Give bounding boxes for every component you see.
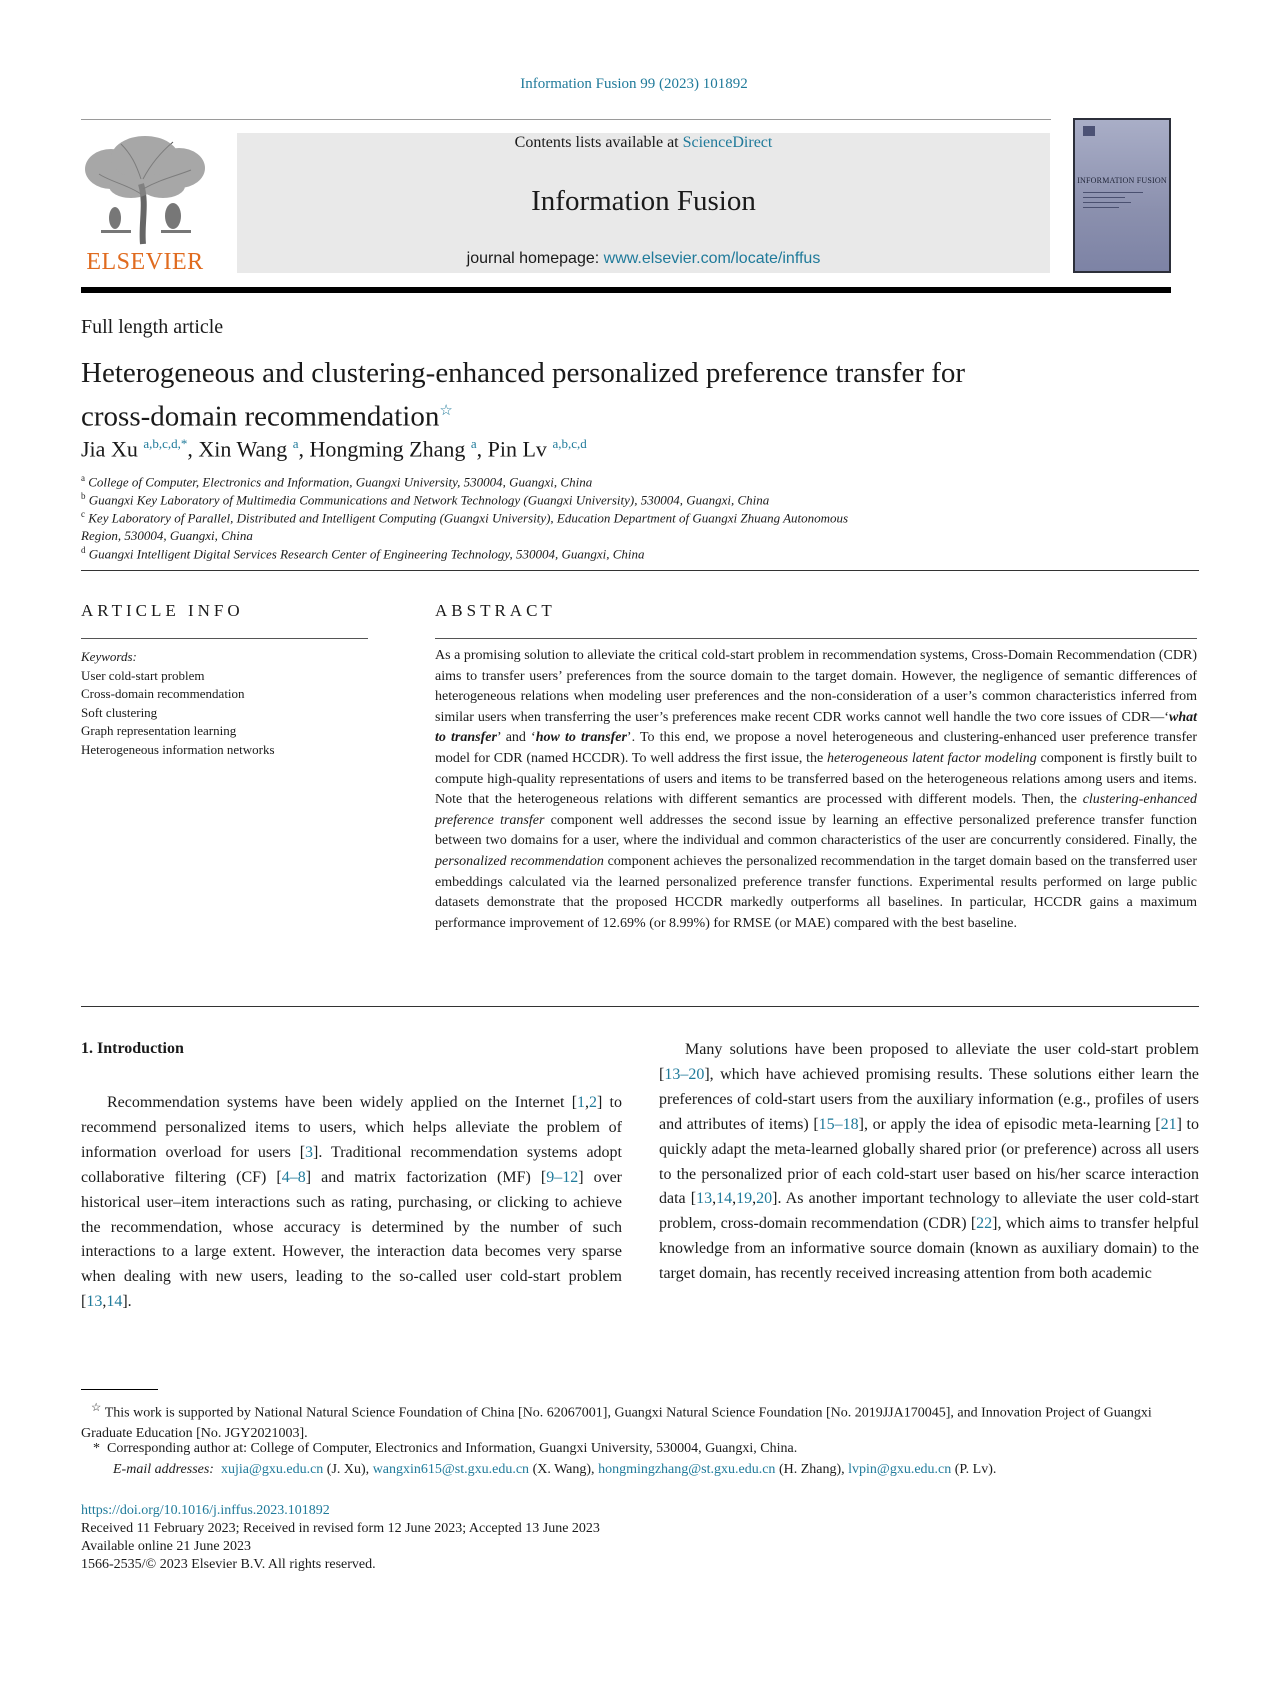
affil-mark: b [81, 491, 86, 501]
citation-link[interactable]: 15–18 [818, 1115, 859, 1133]
citation-link[interactable]: 22 [976, 1215, 993, 1233]
keyword-item: Graph representation learning [81, 723, 237, 738]
author-name[interactable]: Hongming Zhang [309, 436, 466, 462]
keyword-item: Cross-domain recommendation [81, 686, 245, 701]
journal-banner [237, 133, 1050, 273]
elsevier-logo [81, 134, 211, 274]
keyword-item: User cold-start problem [81, 667, 205, 683]
affiliation-c [81, 505, 1081, 545]
intro-paragraph-right [659, 1038, 1199, 1287]
homepage-link[interactable]: www.elsevier.com/locate/inffus [603, 250, 821, 267]
citation-link[interactable]: 20 [756, 1190, 773, 1208]
intro-text-segment: ], or apply the idea of episodic meta-learning [ [858, 1115, 1161, 1133]
journal-citation[interactable]: Information Fusion 99 (2023) 101892 [520, 76, 748, 92]
intro-text-segment: ] and matrix factorization (MF) [ [305, 1168, 547, 1186]
journal-homepage [237, 250, 1050, 268]
corresponding-text: Corresponding author at: College of Computer, Electronics and Information, Guangxi University, 530004, Guangxi, China. [107, 1441, 798, 1456]
author-affil-marks[interactable]: a,b,c,d [552, 436, 587, 451]
affil-text: College of Computer, Electronics and Information, Guangxi University, 530004, Guangxi, China [88, 474, 593, 490]
citation-link[interactable]: 13 [696, 1190, 713, 1208]
citation-link[interactable]: 9–12 [546, 1168, 579, 1186]
citation-link[interactable]: 19 [736, 1190, 753, 1208]
header-rule [81, 119, 1051, 120]
author-list: Jia Xu $^{a,b,c,d,*}$, Xin Wang $^a$, Hongming Zhang $^a$, Pin Lv $^{a,b,c,d}$ [81, 436, 587, 462]
citation-link[interactable]: 1 [577, 1094, 586, 1111]
header-thick-rule [81, 287, 1171, 293]
email-footnote [113, 1460, 1203, 1480]
copyright: 1566-2535/© 2023 Elsevier B.V. All rights reserved. [81, 1557, 376, 1572]
author-affil-marks[interactable]: a [292, 436, 299, 451]
citation-link[interactable]: 4–8 [281, 1168, 306, 1186]
affil-text: Guangxi Key Laboratory of Multimedia Communications and Network Technology (Guangxi University), 530004, Guangxi, China [88, 492, 770, 508]
abstract-rule [435, 638, 1197, 639]
affil-mark: d [81, 545, 86, 555]
email-owner: (J. Xu), [323, 1462, 373, 1477]
abstract-italic: clustering-enhanced preference transfer [435, 792, 1197, 828]
intro-text-segment: ], which have achieved promising results. These solutions either learn the preferences of cold-start users from the auxiliary information (e.g., profiles of users and attributes of items) [ [659, 1065, 1199, 1133]
article-title [81, 354, 1081, 436]
cover-logo-icon [1083, 126, 1095, 136]
citation-link[interactable]: 13–20 [664, 1065, 705, 1083]
citation-link[interactable]: 3 [305, 1143, 314, 1161]
email-link[interactable]: wangxin615@st.gxu.edu.cn [372, 1462, 530, 1477]
keywords-block [81, 648, 371, 759]
intro-text-segment: ] over historical user–item interactions such as rating, purchasing, or clicking to achieve the recommendation, whose accuracy is determined by the number of such interactions to a large extent. However, the interaction data becomes very sparse when dealing with new users, leading to the so-called user cold-start problem [ [81, 1168, 622, 1311]
email-label: E-mail addresses: [113, 1462, 214, 1477]
title-line-2-text: cross-domain recommendation [81, 400, 440, 433]
email-owner: (H. Zhang), [775, 1462, 849, 1477]
intro-text-segment: ] to recommend personalized items to users, which helps alleviate the problem of information overload for users [ [81, 1094, 623, 1161]
abstract-emphasis: what to transfer [435, 709, 1197, 746]
footnote-rule [81, 1389, 158, 1390]
affil-mark: a [81, 473, 85, 483]
citation-link[interactable]: 2 [589, 1094, 598, 1111]
email-link[interactable]: xujia@gxu.edu.cn [220, 1462, 324, 1477]
abstract-segment: component achieves the personalized recommendation in the target domain based on the transferred user embeddings calculated via the learned personalized preference transfer functions. Experimental results performed on large public datasets demonstrate that the proposed HCCDR markedly outperforms all baselines. In particular, HCCDR gains a maximum performance improvement of 12.69% (or 8.99%) for RMSE (or MAE) compared with the best baseline. [435, 853, 1197, 931]
author-affil-marks[interactable]: a [470, 436, 477, 451]
citation-link[interactable]: 21 [1160, 1115, 1177, 1133]
citation-link[interactable]: 13 [86, 1293, 103, 1311]
author-name[interactable]: Xin Wang [198, 436, 288, 462]
abstract-italic: heterogeneous latent factor modeling [827, 750, 1037, 766]
abstract-segment: component well addresses the second issue by learning an effective personalized preference transfer function between two domains for a user, where the individual and common characteristics of the user are concurrently considered. Finally, the [435, 812, 1198, 849]
affil-text-cont: Region, 530004, Guangxi, China [81, 528, 253, 544]
sciencedirect-link[interactable]: ScienceDirect [682, 134, 773, 151]
abstract-segment: component is firstly built to compute high-quality representations of users and items to be transferred based on the heterogeneous relations among users and items. Note that the heterogeneous relations with different semantics are processed with different models. Then, the [435, 750, 1197, 808]
footnote-star: ☆ [91, 1401, 102, 1414]
intro-text-segment: ], which aims to transfer helpful knowledge from an informative source domain (known as auxiliary domain) to the target domain, has recently received increasing attention from both academic [659, 1215, 1199, 1283]
corresponding-footnote [81, 1439, 1199, 1459]
keyword-item: Soft clustering [81, 704, 158, 720]
email-link[interactable]: lvpin@gxu.edu.cn [848, 1462, 952, 1477]
affil-mark: c [81, 509, 85, 519]
abstract-emphasis: how to transfer [535, 730, 627, 746]
email-owner: (X. Wang), [529, 1462, 599, 1477]
contents-line [237, 133, 1050, 152]
funding-footnote [81, 1398, 1199, 1444]
author-name[interactable]: Jia Xu [81, 436, 138, 462]
intro-paragraph-left [81, 1091, 622, 1315]
abstract-segment: ’ and ‘ [496, 730, 536, 746]
received-dates: Received 11 February 2023; Received in revised form 12 June 2023; Accepted 13 June 2023 [81, 1521, 600, 1536]
affiliation-d [81, 541, 1081, 563]
homepage-prefix: journal homepage: [466, 250, 604, 267]
intro-text-segment: ]. As another important technology to alleviate the user cold-start problem, cross-domain recommendation (CDR) [ [659, 1190, 1199, 1233]
citation-link[interactable]: 14 [106, 1293, 123, 1311]
intro-text-segment: ] to quickly adapt the meta-learned globally shared prior (or preference) across all users to the personalized prior of each cold-start user based on his/her scarce interaction data [ [659, 1115, 1200, 1208]
intro-text-segment: , [732, 1190, 737, 1208]
abstract-segment: As a promising solution to alleviate the critical cold-start problem in recommendation systems, Cross-Domain Recommendation (CDR) aims to transfer users’ preferences from the source domain to the target domain. However, the negligence of semantic differences of heterogeneous relations when modeling user preferences and the non-consideration of a user’s common characteristics inferred from similar users when transferring the user’s preferences make recent CDR works cannot well handle the two core issues of CDR—‘ [435, 648, 1197, 725]
citation-link[interactable]: 14 [716, 1190, 733, 1208]
intro-text-segment: Many solutions have been proposed to alleviate the user cold-start problem [ [659, 1041, 1199, 1083]
intro-text-segment: , [585, 1094, 590, 1111]
journal-cover-image [1073, 118, 1171, 273]
intro-text-segment: , [752, 1190, 757, 1208]
journal-title: Information Fusion [531, 185, 756, 217]
article-info-heading: ARTICLE INFO [81, 601, 244, 620]
contents-prefix: Contents lists available at [514, 134, 683, 151]
affiliation-rule [81, 570, 1199, 571]
doi-link[interactable]: https://doi.org/10.1016/j.inffus.2023.101892 [81, 1503, 330, 1518]
intro-text-segment: , [712, 1190, 717, 1208]
intro-text-segment: ]. [122, 1293, 132, 1311]
available-online: Available online 21 June 2023 [81, 1539, 252, 1554]
article-type: Full length article [81, 316, 224, 338]
intro-text-segment: ]. Traditional recommendation systems adopt collaborative filtering (CF) [ [81, 1143, 622, 1186]
abstract-heading: ABSTRACT [435, 601, 556, 620]
article-info-rule [81, 638, 368, 639]
title-line-1: Heterogeneous and clustering-enhanced personalized preference transfer for [81, 357, 966, 389]
intro-text-segment: , [102, 1293, 107, 1311]
affil-text: Guangxi Intelligent Digital Services Research Center of Engineering Technology, 530004, Guangxi, China [88, 546, 645, 562]
abstract-bottom-rule [81, 1006, 1199, 1007]
elsevier-tree-icon [81, 134, 209, 246]
abstract-italic: personalized recommendation [435, 853, 604, 869]
title-footnote-star[interactable]: ☆ [439, 403, 453, 419]
cover-title: INFORMATION FUSION [1077, 176, 1167, 185]
author-affil-marks[interactable]: a,b,c,d,* [143, 436, 188, 451]
abstract-segment: ’. To this end, we propose a novel heterogeneous and clustering-enhanced user preference transfer model for CDR (named HCCDR). To well address the first issue, the [435, 730, 1197, 766]
keyword-item: Heterogeneous information networks [81, 741, 275, 757]
elsevier-wordmark: ELSEVIER [86, 249, 204, 275]
affil-text: Key Laboratory of Parallel, Distributed and Intelligent Computing (Guangxi University), Education Department of Guangxi Zhuang Autonomous [88, 510, 849, 526]
keywords-label: Keywords: [81, 649, 137, 664]
title-line-2 [81, 392, 1081, 436]
author-name[interactable]: Pin Lv [487, 436, 547, 462]
funding-text: This work is supported by National Natural Science Foundation of China [No. 62067001], Guangxi Natural Science Foundation [No. 2019JJA170045], and Innovation Project of Guangxi Graduate Education [No. JGY2021003]. [81, 1405, 1152, 1441]
email-link[interactable]: hongmingzhang@st.gxu.edu.cn [598, 1462, 776, 1477]
abstract-text [435, 646, 1197, 934]
cover-text-lines [1083, 192, 1143, 212]
footnote-asterisk: * [93, 1441, 100, 1456]
email-owner: (P. Lv). [951, 1462, 997, 1477]
intro-text-segment: Recommendation systems have been widely applied on the Internet [ [107, 1094, 578, 1111]
section-heading-introduction: 1. Introduction [81, 1040, 184, 1057]
